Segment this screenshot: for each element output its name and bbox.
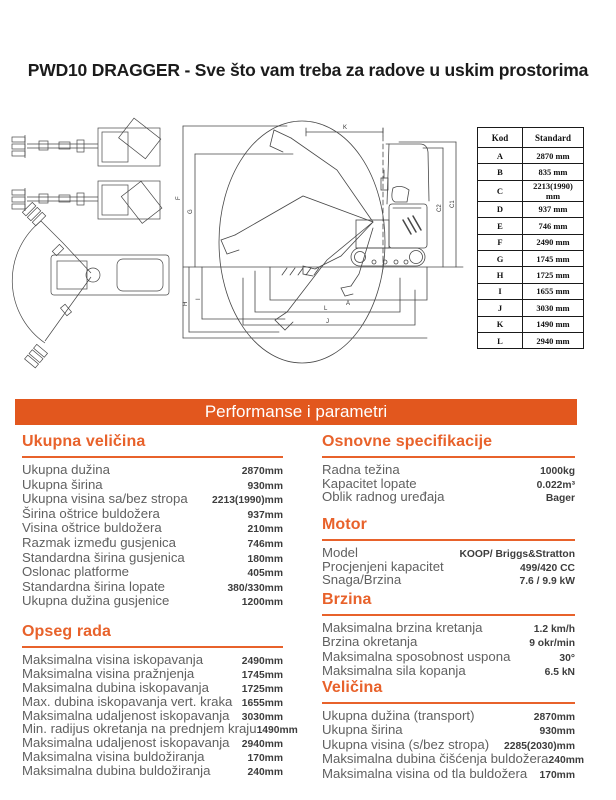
spec-label: Ukupna dužina bbox=[22, 462, 110, 477]
spec-row bbox=[22, 593, 283, 608]
spec-label: Maksimalna dubina čišćenja buldožera bbox=[322, 751, 549, 767]
spec-row bbox=[322, 663, 575, 677]
spec-row bbox=[322, 708, 575, 722]
spec-value: 1490mm bbox=[256, 725, 298, 737]
section-osnovne-specifikacije bbox=[322, 433, 575, 503]
spec-value: 1725mm bbox=[241, 683, 283, 695]
spec-value: 1.2 km/h bbox=[533, 624, 575, 635]
spec-value: 180mm bbox=[247, 553, 283, 565]
spec-row bbox=[22, 721, 298, 737]
spec-row bbox=[322, 766, 575, 780]
section-title: Brzina bbox=[322, 591, 575, 616]
section-title: Veličina bbox=[322, 679, 575, 704]
dimension-table-row bbox=[478, 218, 584, 234]
spec-value: 930mm bbox=[539, 726, 575, 738]
spec-value: KOOP/ Briggs&Stratton bbox=[459, 549, 575, 560]
dimension-code: H bbox=[478, 267, 523, 283]
spec-row bbox=[22, 735, 283, 749]
spec-value: 1000kg bbox=[540, 466, 575, 477]
spec-label: Model bbox=[322, 545, 358, 560]
spec-label: Maksimalna sila kopanja bbox=[322, 663, 466, 679]
dimension-value: 2870 mm bbox=[523, 148, 584, 164]
dimension-code: E bbox=[478, 218, 523, 234]
spec-row bbox=[22, 680, 283, 694]
section-title: Opseg rada bbox=[22, 623, 283, 648]
spec-label: Ukupna dužina (transport) bbox=[322, 708, 475, 723]
dimension-code: C bbox=[478, 180, 523, 201]
section-ukupna-velicina bbox=[22, 433, 283, 608]
spec-value: 170mm bbox=[247, 753, 283, 765]
dimension-value: 1745 mm bbox=[523, 250, 584, 266]
dimension-value: 2490 mm bbox=[523, 234, 584, 250]
spec-value: 6.5 kN bbox=[544, 667, 575, 679]
dimension-table-row bbox=[478, 283, 584, 299]
spec-label: Standardna širina gusjenica bbox=[22, 549, 185, 565]
spec-row bbox=[322, 462, 575, 476]
dim-label-I: I bbox=[196, 298, 202, 300]
spec-row bbox=[22, 491, 283, 506]
spec-value: 1745mm bbox=[241, 669, 283, 681]
spec-label: Ukupna visina (s/bez stropa) bbox=[322, 736, 490, 752]
spec-label: Ukupna širina bbox=[322, 722, 403, 738]
dimension-value: 1725 mm bbox=[523, 267, 584, 283]
spec-label: Maksimalna udaljenost iskopavanja bbox=[22, 707, 230, 723]
dimension-code: I bbox=[478, 283, 523, 299]
spec-value: Bager bbox=[545, 493, 575, 505]
dimension-table-row bbox=[478, 332, 584, 348]
spec-label: Maksimalna dubina iskopavanja bbox=[22, 679, 209, 695]
spec-row bbox=[322, 737, 575, 751]
spec-label: Ukupna dužina gusjenice bbox=[22, 593, 170, 609]
spec-row bbox=[22, 708, 283, 722]
dimension-table-row bbox=[478, 250, 584, 266]
spec-row bbox=[322, 559, 575, 573]
dimension-table-row bbox=[478, 316, 584, 332]
spec-value: 2870mm bbox=[241, 466, 283, 477]
spec-label: Oslonac platforme bbox=[22, 564, 130, 580]
spec-value: 170mm bbox=[539, 769, 575, 781]
spec-value: 2940mm bbox=[241, 739, 283, 751]
spec-row bbox=[322, 489, 575, 503]
spec-value: 746mm bbox=[247, 538, 283, 550]
dimension-value: 937 mm bbox=[523, 201, 584, 217]
dim-label-K: K bbox=[343, 125, 348, 131]
section-banner: Performanse i parametri bbox=[15, 399, 577, 425]
spec-value: 1655mm bbox=[241, 697, 283, 709]
spec-label: Visina oštrice buldožera bbox=[22, 520, 162, 536]
dim-label-A: A bbox=[346, 301, 351, 307]
dimension-table-row bbox=[478, 164, 584, 180]
excavator-top-view-drawing bbox=[5, 115, 175, 385]
spec-value: 7.6 / 9.9 kW bbox=[519, 576, 575, 588]
spec-row bbox=[22, 666, 283, 680]
dimension-table-row bbox=[478, 267, 584, 283]
spec-row bbox=[322, 751, 585, 767]
spec-label: Maksimalna brzina kretanja bbox=[322, 620, 483, 635]
spec-label: Procjenjeni kapacitet bbox=[322, 558, 444, 574]
dim-label-C1: C1 bbox=[450, 200, 456, 208]
dimension-code: L bbox=[478, 332, 523, 348]
spec-label: Ukupna visina sa/bez stropa bbox=[22, 491, 188, 507]
spec-row bbox=[22, 749, 283, 763]
dimension-table-header-kod: Kod bbox=[478, 128, 523, 148]
spec-row bbox=[22, 694, 283, 708]
spec-row bbox=[22, 462, 283, 477]
spec-row bbox=[322, 634, 575, 648]
section-title: Ukupna veličina bbox=[22, 433, 283, 458]
spec-row bbox=[22, 579, 283, 594]
dimension-code: F bbox=[478, 234, 523, 250]
dimension-table-row bbox=[478, 148, 584, 164]
spec-row bbox=[322, 649, 575, 663]
spec-label: Maksimalna dubina buldožiranja bbox=[22, 763, 211, 779]
dimension-code: A bbox=[478, 148, 523, 164]
spec-label: Maksimalna sposobnost uspona bbox=[322, 648, 511, 664]
spec-value: 0.022m³ bbox=[536, 479, 575, 491]
spec-label: Širina oštrice buldožera bbox=[22, 505, 160, 521]
spec-row bbox=[22, 763, 283, 777]
spec-row bbox=[22, 564, 283, 579]
spec-value: 2870mm bbox=[533, 712, 575, 723]
spec-value: 405mm bbox=[247, 568, 283, 580]
spec-value: 937mm bbox=[247, 509, 283, 521]
dimension-table bbox=[477, 127, 584, 349]
section-velicina bbox=[322, 679, 585, 781]
spec-label: Oblik radnog uređaja bbox=[322, 489, 445, 505]
dimension-table-row bbox=[478, 180, 584, 201]
spec-row bbox=[322, 572, 575, 586]
spec-label: Brzina okretanja bbox=[322, 634, 418, 650]
spec-value: 30° bbox=[559, 652, 575, 664]
dimension-value: 1490 mm bbox=[523, 316, 584, 332]
spec-label: Kapacitet lopate bbox=[322, 475, 417, 491]
dim-label-J: J bbox=[326, 319, 329, 325]
spec-label: Maksimalna visina buldožiranja bbox=[22, 749, 205, 765]
dimension-table-row bbox=[478, 234, 584, 250]
page-title: PWD10 DRAGGER - Sve što vam treba za radove u uskim prostorima bbox=[27, 59, 589, 80]
spec-value: 210mm bbox=[247, 524, 283, 536]
spec-label: Min. radijus okretanja na prednjem kraju bbox=[22, 721, 257, 737]
dimension-table-row bbox=[478, 201, 584, 217]
spec-row bbox=[322, 476, 575, 490]
spec-label: Razmak između gusjenica bbox=[22, 534, 176, 550]
spec-value: 240mm bbox=[247, 767, 283, 779]
dimension-value: 746 mm bbox=[523, 218, 584, 234]
spec-row bbox=[22, 477, 283, 492]
dimension-value: 835 mm bbox=[523, 164, 584, 180]
dimension-code: G bbox=[478, 250, 523, 266]
spec-row bbox=[322, 545, 575, 559]
dim-label-F: F bbox=[176, 196, 182, 200]
spec-value: 499/420 CC bbox=[520, 562, 575, 574]
spec-label: Maksimalna visina iskopavanja bbox=[22, 652, 204, 667]
dimension-value: 1655 mm bbox=[523, 283, 584, 299]
dim-label-L: L bbox=[324, 306, 328, 312]
spec-label: Radna težina bbox=[322, 462, 400, 477]
spec-row bbox=[322, 722, 575, 736]
spec-value: 1200mm bbox=[241, 597, 283, 609]
spec-value: 2213(1990)mm bbox=[212, 495, 283, 507]
spec-label: Maksimalna visina od tla buldožera bbox=[322, 765, 528, 781]
dimension-value: 3030 mm bbox=[523, 300, 584, 316]
dimension-code: B bbox=[478, 164, 523, 180]
dim-label-G: G bbox=[188, 209, 194, 214]
spec-value: 9 okr/min bbox=[529, 638, 575, 650]
dimension-table-row bbox=[478, 300, 584, 316]
section-brzina bbox=[322, 591, 575, 678]
spec-row bbox=[22, 520, 283, 535]
excavator-side-view-drawing bbox=[175, 108, 465, 390]
spec-value: 930mm bbox=[247, 480, 283, 492]
spec-row bbox=[22, 535, 283, 550]
spec-value: 2285(2030)mm bbox=[504, 740, 575, 752]
spec-label: Standardna širina lopate bbox=[22, 578, 165, 594]
spec-value: 3030mm bbox=[241, 711, 283, 723]
section-title: Motor bbox=[322, 516, 575, 541]
dimension-code: K bbox=[478, 316, 523, 332]
spec-value: 380/330mm bbox=[227, 582, 283, 594]
spec-value: 2490mm bbox=[241, 656, 283, 667]
dimension-table-header-standard: Standard bbox=[523, 128, 584, 148]
spec-label: Max. dubina iskopavanja vert. kraka bbox=[22, 693, 233, 709]
spec-value: 240mm bbox=[548, 755, 585, 767]
spec-row bbox=[22, 550, 283, 565]
dimension-table-header bbox=[478, 128, 584, 148]
dimension-value: 2213(1990) mm bbox=[523, 180, 584, 201]
section-opseg-rada bbox=[22, 623, 298, 779]
spec-row bbox=[22, 506, 283, 521]
spec-label: Snaga/Brzina bbox=[322, 572, 402, 588]
section-motor bbox=[322, 516, 575, 586]
spec-label: Maksimalna udaljenost iskopavanja bbox=[22, 735, 230, 751]
spec-label: Maksimalna visina pražnjenja bbox=[22, 665, 195, 681]
dim-label-H: H bbox=[183, 301, 189, 306]
dimension-value: 2940 mm bbox=[523, 332, 584, 348]
section-title: Osnovne specifikacije bbox=[322, 433, 575, 458]
dimension-code: J bbox=[478, 300, 523, 316]
spec-label: Ukupna širina bbox=[22, 476, 103, 492]
spec-row bbox=[322, 620, 575, 634]
dimension-code: D bbox=[478, 201, 523, 217]
dim-label-C2: C2 bbox=[437, 204, 443, 212]
spec-row bbox=[22, 652, 283, 666]
